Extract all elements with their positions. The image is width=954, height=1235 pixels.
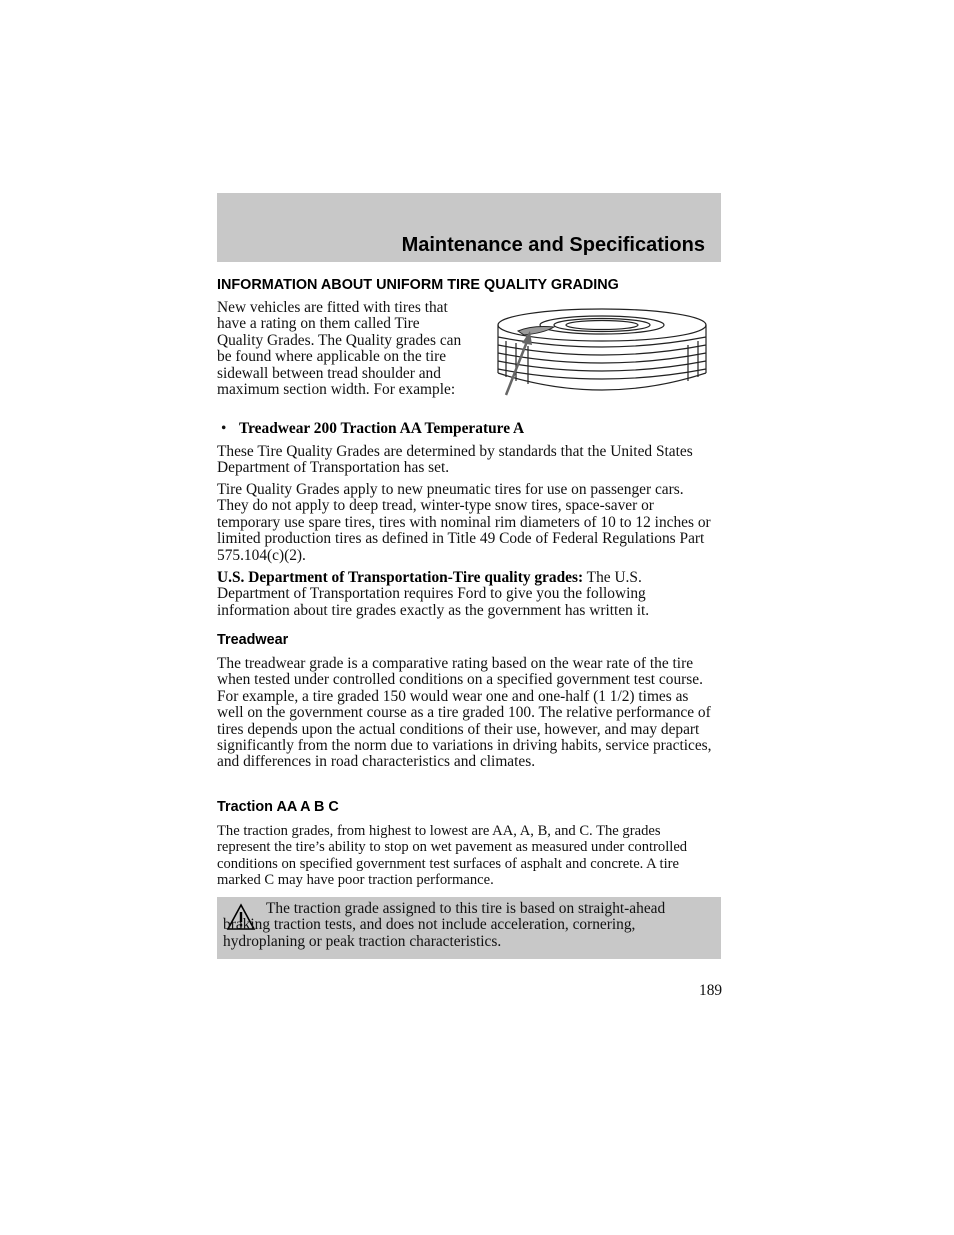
dot-grades-text: The U.S. Department of Transportation requires Ford to give you the following information about tire grades exactly as the government has written it. bbox=[217, 569, 650, 619]
tire-sidewall-illustration bbox=[494, 303, 710, 399]
intro-paragraph: New vehicles are fitted with tires that have a rating on them called Tire Quality Grades. The Quality grades can be found where applicable on the tire sidewall between tread shoulder and maximum section width. For example: bbox=[217, 299, 462, 399]
bullet-marker: • bbox=[221, 420, 227, 437]
paragraph-dot-grades bbox=[217, 570, 717, 619]
warning-text: The traction grade assigned to this tire is based on straight-ahead braking traction tests, and does not include acceleration, cornering, hydroplaning or peak traction characteristics. bbox=[223, 900, 666, 950]
page-number: 189 bbox=[699, 982, 723, 999]
header-band bbox=[217, 193, 721, 262]
bullet-text: Treadwear 200 Traction AA Temperature A bbox=[239, 420, 525, 437]
dot-grades-label: U.S. Department of Transportation-Tire quality grades: bbox=[217, 569, 584, 586]
section-heading: INFORMATION ABOUT UNIFORM TIRE QUALITY GRADING bbox=[217, 277, 619, 293]
treadwear-heading: Treadwear bbox=[217, 632, 289, 648]
warning-box bbox=[217, 897, 721, 959]
traction-paragraph: The traction grades, from highest to lowest are AA, A, B, and C. The grades represent the tire’s ability to stop on wet pavement as measured under controlled conditions on specified government test surfaces of asphalt and concrete. A tire marked C may have poor traction performance. bbox=[217, 823, 688, 889]
example-bullet bbox=[217, 421, 717, 437]
paragraph-applicability: Tire Quality Grades apply to new pneumatic tires for use on passenger cars. They do not apply to deep tread, winter-type snow tires, space-saver or temporary use spare tires, tires with nominal rim diameters of 10 to 12 inches or limited production tires as defined in Title 49 Code of Federal Regulations Part 575.104(c)(2). bbox=[217, 481, 711, 564]
treadwear-paragraph: The treadwear grade is a comparative rating based on the wear rate of the tire when tested under controlled conditions on a specified government test course. For example, a tire graded 150 would wear one and one-half (1 1/2) times as well on the government course as a tire graded 100. The relative performance of tires depends upon the actual conditions of their use, however, and may depart significantly from the norm due to variations in driving habits, service practices, and differences in road characteristics and climates. bbox=[217, 655, 712, 771]
paragraph-standards: These Tire Quality Grades are determined by standards that the United States Department of Transportation has set. bbox=[217, 443, 693, 477]
page-section-title: Maintenance and Specifications bbox=[401, 234, 705, 256]
traction-heading: Traction AA A B C bbox=[217, 799, 339, 815]
